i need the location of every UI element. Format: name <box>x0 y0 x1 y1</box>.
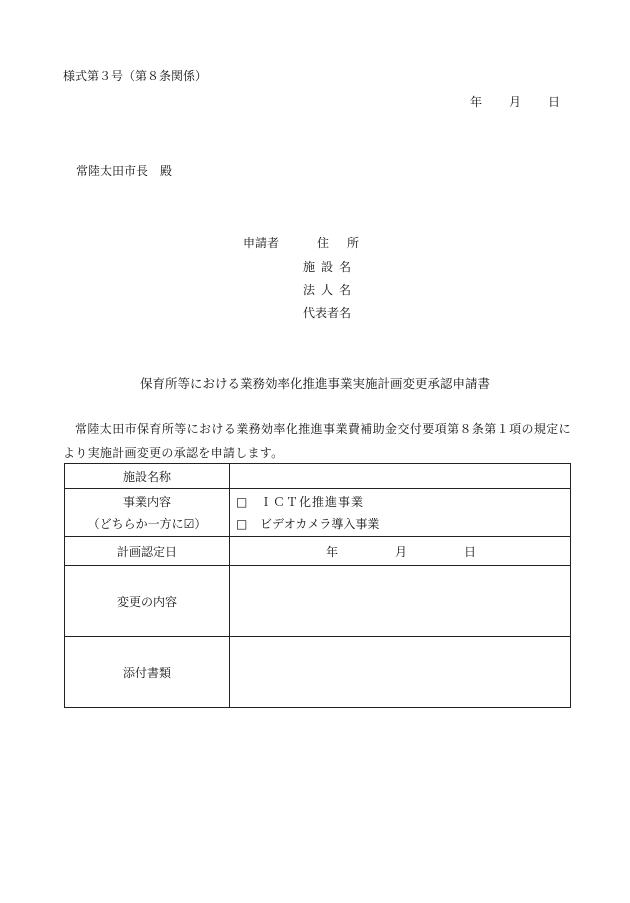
attachments-label: 添付書類 <box>65 637 230 708</box>
option-video[interactable] <box>230 513 570 535</box>
project-options-cell <box>230 489 571 537</box>
applicant-representative-label: 代表者名 <box>303 306 352 320</box>
document-title: 保育所等における業務効率化推進事業実施計画変更承認申請書 <box>139 376 490 391</box>
date-year: 年 <box>470 95 483 109</box>
option-video-label: ビデオカメラ導入事業 <box>260 517 380 531</box>
applicant-facility-row <box>243 258 383 275</box>
approval-date-month: 月 <box>394 544 407 559</box>
option-ict-label: ＩＣＴ化推進事業 <box>260 495 365 509</box>
applicant-facility-label: 施設名 <box>303 260 358 274</box>
checkbox-ict[interactable]: □ <box>236 494 248 509</box>
approval-date-year: 年 <box>326 544 339 559</box>
applicant-representative-row <box>243 304 383 321</box>
form-number: 様式第３号（第８条関係） <box>63 69 208 83</box>
change-label: 変更の内容 <box>65 566 230 637</box>
applicant-address-label: 住 所 <box>317 236 363 250</box>
addressee: 常陸太田市長 殿 <box>76 164 173 178</box>
applicant-address-row <box>243 234 383 251</box>
submission-date <box>470 93 560 110</box>
applicant-corporation-row <box>243 281 383 298</box>
application-table <box>64 463 571 708</box>
option-ict[interactable] <box>230 491 570 513</box>
attachments-field[interactable] <box>230 637 571 708</box>
body-text: 常陸太田市保育所等における業務効率化推進事業費補助金交付要項第８条第１項の規定により実施計画変更の承認を申請します。 <box>63 422 571 460</box>
facility-name-field[interactable] <box>230 464 571 489</box>
approval-date-day: 日 <box>463 544 476 559</box>
approval-date-field[interactable] <box>230 537 571 566</box>
facility-name-label: 施設名称 <box>65 464 230 489</box>
table-row-approval-date <box>65 537 571 566</box>
table-row-change <box>65 566 571 637</box>
applicant-corporation-label: 法人名 <box>303 283 358 297</box>
table-row-project <box>65 489 571 537</box>
date-month: 月 <box>508 95 521 109</box>
approval-date-label: 計画認定日 <box>65 537 230 566</box>
table-row-facility <box>65 464 571 489</box>
project-label-cell <box>65 489 230 537</box>
table-row-attachments <box>65 637 571 708</box>
project-label: 事業内容 <box>122 494 171 509</box>
project-note: （どちらか一方に☑） <box>87 516 207 531</box>
change-field[interactable] <box>230 566 571 637</box>
checkbox-video[interactable]: □ <box>236 516 248 531</box>
date-day: 日 <box>547 95 560 109</box>
applicant-lead: 申請者 <box>243 236 280 250</box>
